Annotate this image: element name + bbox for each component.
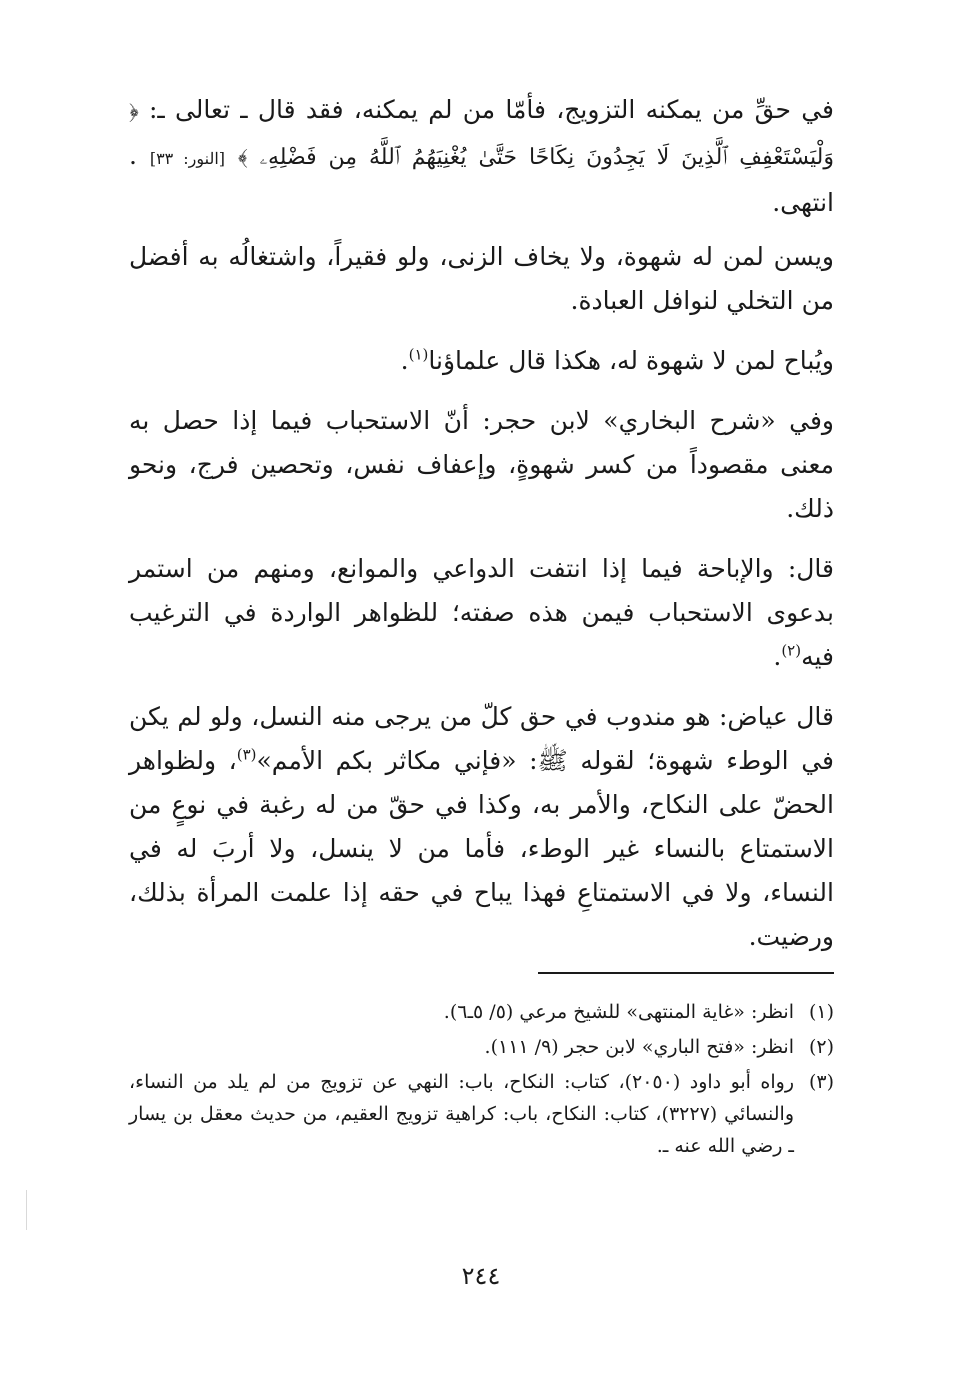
footnote-2 — [129, 1031, 834, 1063]
paragraph-3 — [129, 339, 834, 383]
paragraph-4 — [129, 399, 834, 531]
paragraph-5-text: قال: والإباحة فيما إذا انتفت الدواعي والموانع، ومنهم من استمر بدعوى الاستحباب فيمن هذه صفته؛ للظواهر الواردة في الترغيب فيه — [129, 554, 834, 671]
paragraph-6-text: قال عياض: هو مندوب في حق كلّ من يرجى منه النسل، ولو لم يكن في الوطء شهوة؛ لقوله ﷺ: «فإني مكاثر بكم الأمم» — [129, 702, 835, 775]
paragraph-1-text-before: في حقِّ من يمكنه التزويج، فأمّا من لم يمكنه، فقد قال ـ تعالى ـ: — [138, 95, 834, 124]
paragraph-5 — [129, 547, 834, 679]
quran-verse: ﴿ وَلْيَسْتَعْفِفِ ٱلَّذِينَ لَا يَجِدُونَ نِكَاحًا حَتَّىٰ يُغْنِيَهُمُ ٱللَّهُ مِن فَضْلِهِۦ ﴾ — [129, 99, 834, 170]
surah-reference: [النور: ٣٣] — [149, 149, 226, 168]
paragraph-1 — [129, 88, 834, 225]
footnote-ref-3[interactable]: (٣) — [236, 745, 257, 764]
footnote-3 — [129, 1066, 834, 1162]
footnote-2-number: (٢) — [808, 1036, 834, 1058]
paragraph-5-text-after: . — [773, 642, 782, 671]
paragraph-2-text: ويسن لمن له شهوة، ولا يخاف الزنى، ولو فقيراً، واشتغالُه به أفضل من التخلي لنوافل العبادة. — [129, 242, 834, 315]
paragraph-4-text: وفي «شرح البخاري» لابن حجر: أنّ الاستحباب فيما إذا حصل به معنى مقصوداً من كسر شهوةٍ، وإعفاف نفس، وتحصين فرج، ونحو ذلك. — [129, 406, 834, 523]
page-number: ٢٤٤ — [461, 1262, 501, 1290]
footnote-1 — [129, 996, 834, 1028]
footnote-3-number: (٣) — [808, 1071, 834, 1093]
main-text — [129, 88, 834, 975]
footnote-ref-1[interactable]: (١) — [408, 345, 429, 364]
footnotes — [129, 996, 834, 1165]
footnote-3-text: رواه أبو داود (٢٠٥٠)، كتاب: النكاح، باب: النهي عن تزويج من لم يلد من النساء، والنسائي (٣٢٢٧)، كتاب: النكاح، باب: كراهية تزويج العقيم، من حديث معقل بن يسار ـ رضي الله عنه ـ. — [129, 1071, 795, 1157]
paragraph-3-text: ويُباح لمن لا شهوة له، هكذا قال علماؤنا — [428, 346, 834, 375]
paragraph-2 — [129, 235, 834, 323]
margin-line — [26, 1190, 27, 1230]
paragraph-6 — [129, 695, 834, 959]
footnote-1-text: انظر: «غاية المنتهى» للشيخ مرعي (٥/ ٥ـ٦). — [443, 1001, 794, 1023]
footnote-2-text: انظر: «فتح الباري» لابن حجر (٩/ ١١١). — [484, 1036, 794, 1058]
paragraph-3-text-after: . — [400, 346, 409, 375]
paragraph-1-text-after: . انتهى. — [129, 141, 834, 217]
paragraph-6-text-after: ، ولظواهر الحضّ على النكاح، والأمر به، وكذا في حقّ من له رغبة في نوعٍ من الاستمتاع بالنساء غير الوطء، فأما من لا ينسل، ولا أربَ له في النساء، ولا في الاستمتاعِ فهذا يباح في حقه إذا علمت المرأة بذلك، ورضيت. — [129, 746, 834, 951]
footnote-1-number: (١) — [808, 1001, 834, 1023]
footnote-ref-2[interactable]: (٢) — [781, 641, 802, 660]
footnote-separator — [538, 972, 834, 974]
